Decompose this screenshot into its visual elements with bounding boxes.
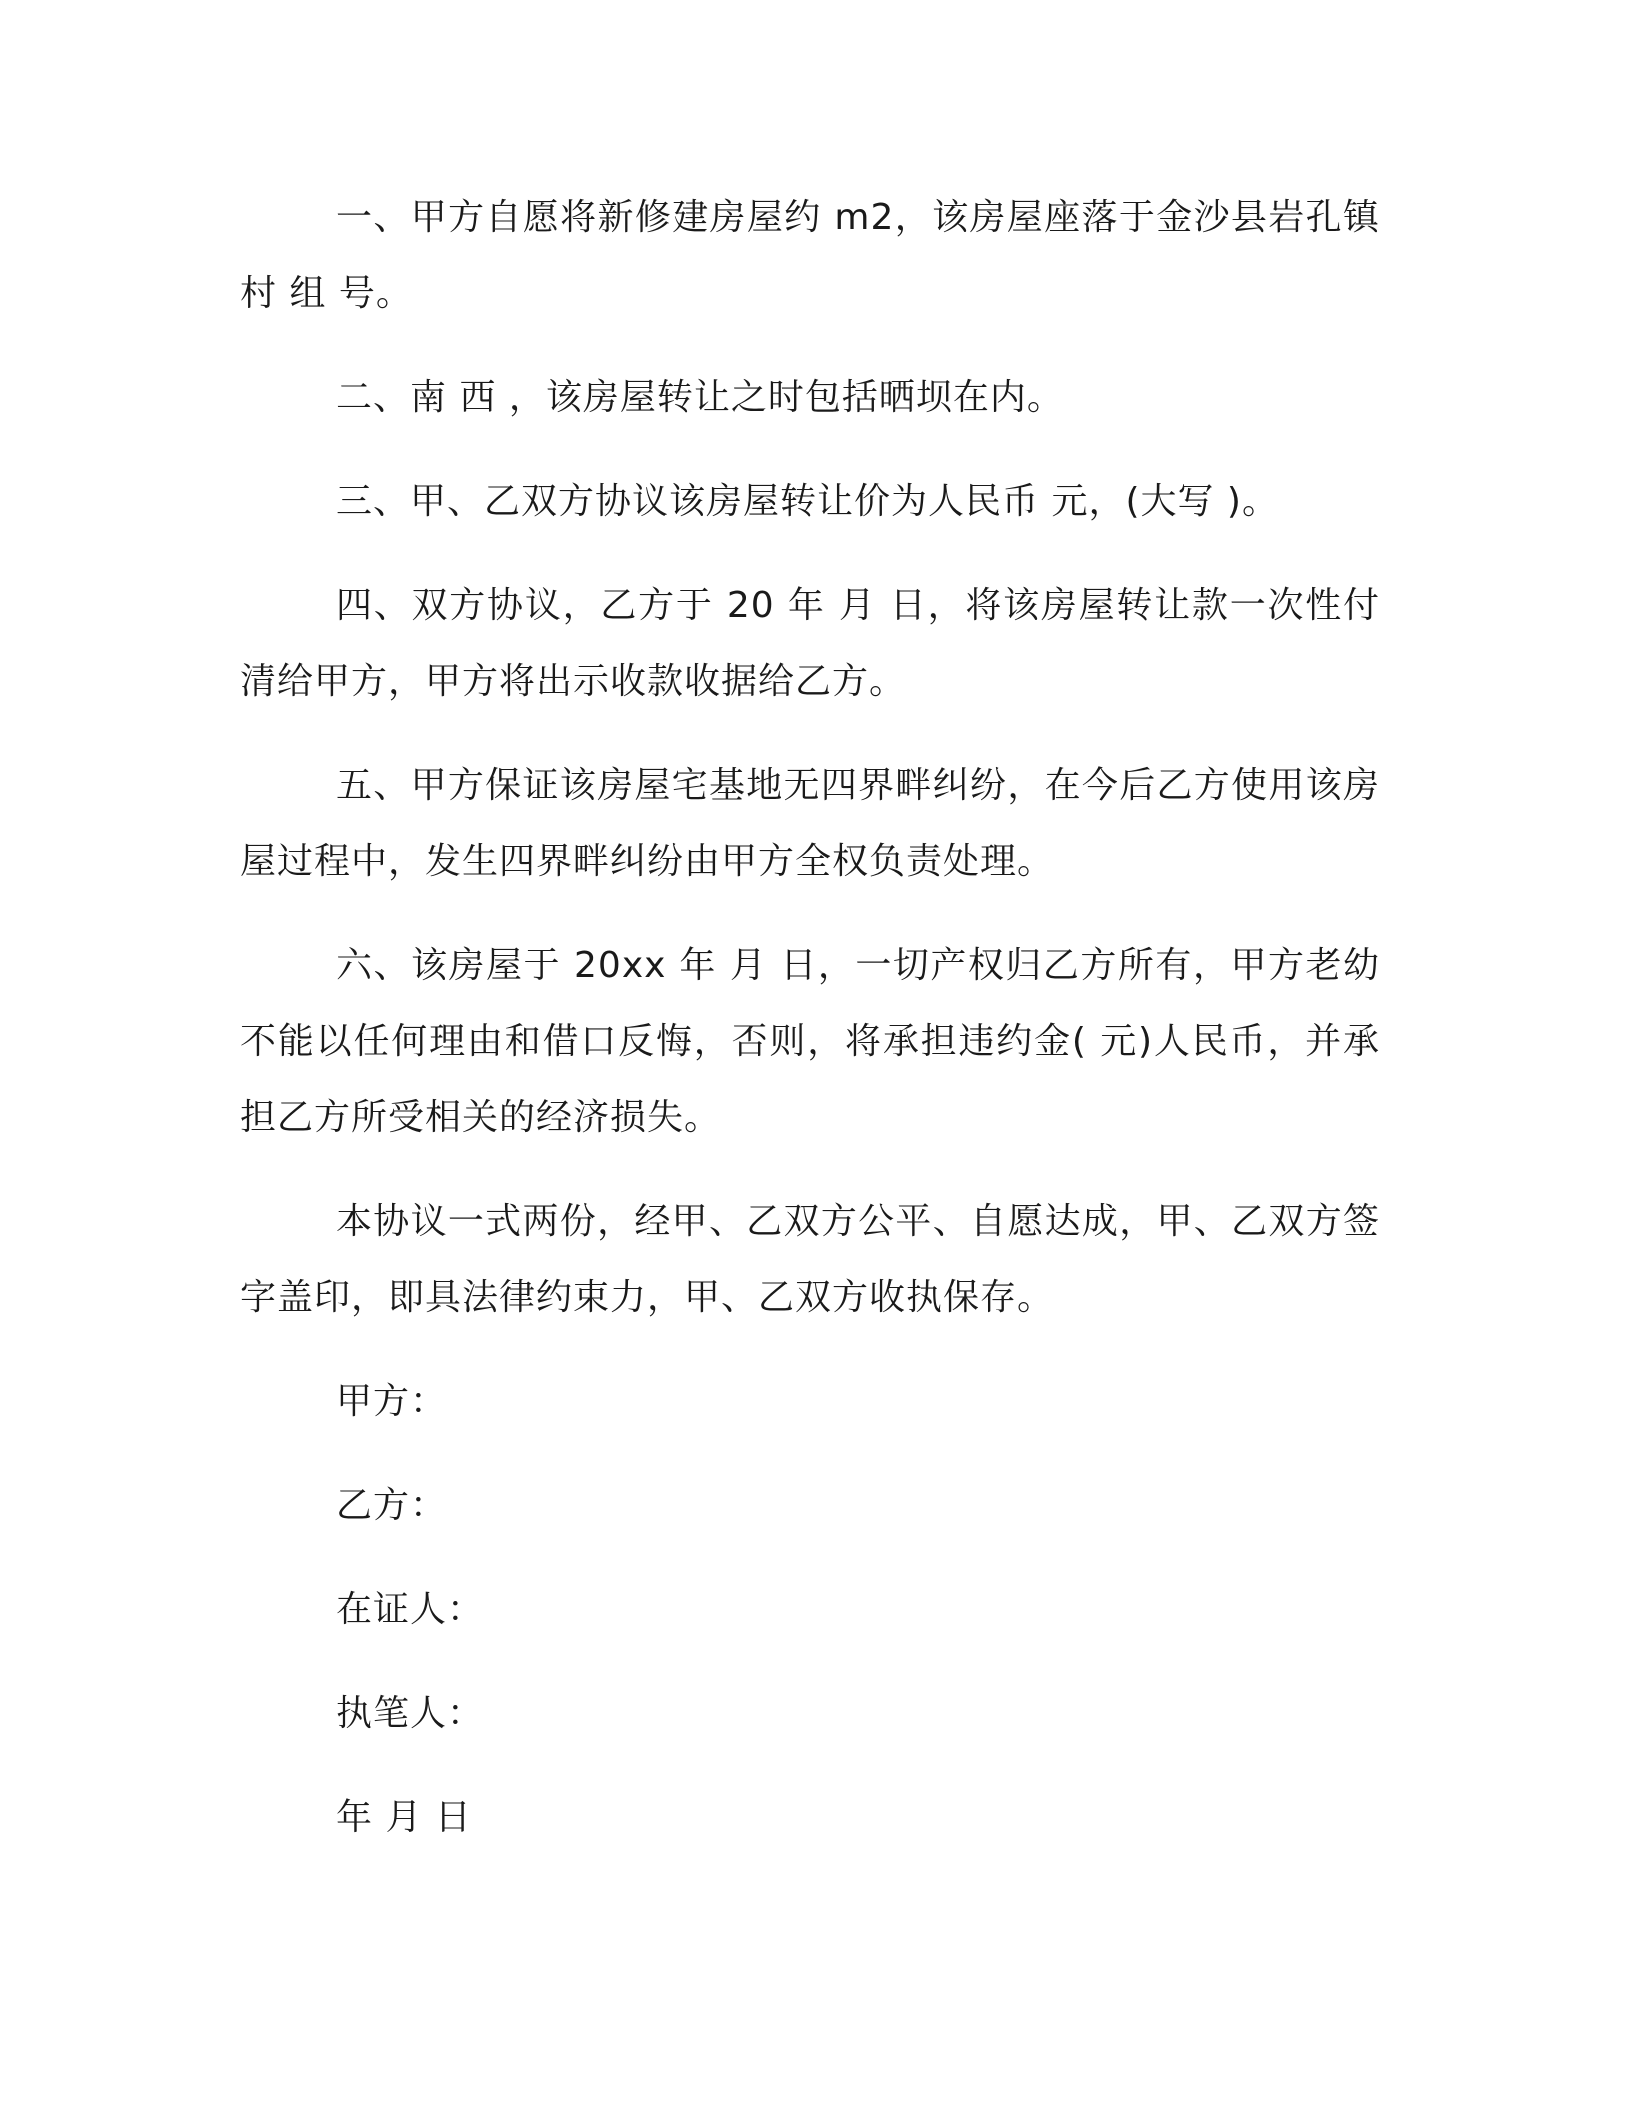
party-b-signature-line: 乙方：: [336, 1485, 448, 1526]
writer-signature-line: 执笔人：: [336, 1693, 485, 1734]
clause-4: 四、双方协议，乙方于 20 年 月 日，将该房屋转让款一次性付清给甲方，甲方将出示收款收据给乙方。: [240, 585, 1380, 702]
date-line: 年 月 日: [336, 1797, 472, 1838]
clause-6: 六、该房屋于 20xx 年 月 日，一切产权归乙方所有，甲方老幼不能以任何理由和借口反悔，否则，将承担违约金( 元)人民币，并承担乙方所受相关的经济损失。: [240, 945, 1380, 1138]
closing-clause: 本协议一式两份，经甲、乙双方公平、自愿达成，甲、乙双方签字盖印，即具法律约束力，甲、乙双方收执保存。: [240, 1201, 1380, 1318]
document-body: [240, 180, 1380, 1884]
clause-2: 二、南 西 ，该房屋转让之时包括晒坝在内。: [336, 377, 1064, 418]
witness-signature-line: 在证人：: [336, 1589, 485, 1630]
clause-1: 一、甲方自愿将新修建房屋约 m2，该房屋座落于金沙县岩孔镇村 组 号。: [240, 197, 1380, 314]
clause-3: 三、甲、乙双方协议该房屋转让价为人民币 元，(大写 )。: [336, 481, 1279, 522]
clause-5: 五、甲方保证该房屋宅基地无四界畔纠纷，在今后乙方使用该房屋过程中，发生四界畔纠纷由甲方全权负责处理。: [240, 765, 1380, 882]
party-a-signature-line: 甲方：: [336, 1381, 448, 1422]
